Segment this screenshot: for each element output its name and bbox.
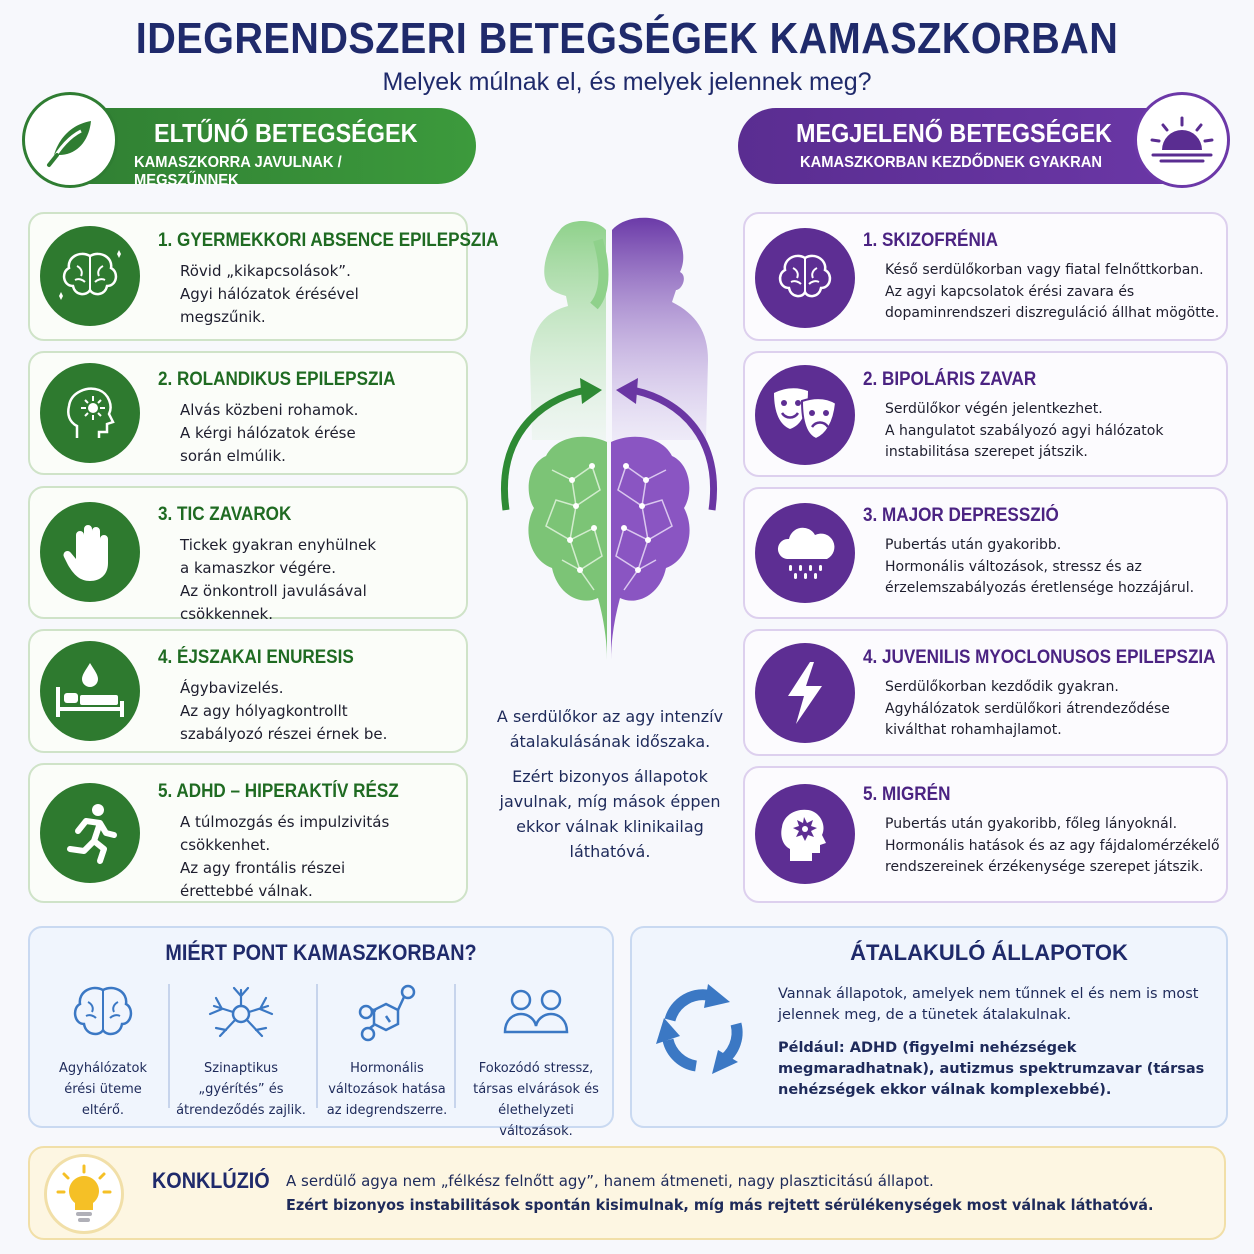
disappearing-card-2	[28, 351, 468, 475]
card-text: A túlmozgás és impulzivitás csökkenhet. Az agy frontális részei érettebbé válnak.	[180, 813, 390, 900]
people-icon	[499, 982, 573, 1046]
conclusion-text-2: Ezért bizonyos instabilitások spontán kisimulnak, míg más rejtett sérülékenységek most válnak láthatóvá.	[286, 1196, 1154, 1214]
why-text: Fokozódó stressz, társas elvárások és élethelyzeti változások.	[473, 1061, 599, 1139]
card-title: 2. ROLANDIKUS EPILEPSZIA	[158, 369, 396, 390]
card-title: 4. ÉJSZAKAI ENURESIS	[158, 647, 354, 668]
card-title: 1. GYERMEKKORI ABSENCE EPILEPSZIA	[158, 230, 499, 251]
card-title: 5. ADHD – HIPERAKTÍV RÉSZ	[158, 781, 399, 802]
transforming-text: Vannak állapotok, amelyek nem tűnnek el és nem is most jelennek meg, de a tünetek átalakulnak.	[778, 986, 1199, 1023]
why-text: Hormonális változások hatása az idegrendszerre.	[326, 1061, 448, 1118]
card-text: Pubertás után gyakoribb. Hormonális változások, stressz és az érzelemszabályozás éretlensége hozzájárul.	[885, 537, 1195, 596]
card-text: Serdülőkor végén jelentkezhet. A hangulatot szabályozó agyi hálózatok instabilitása szerepet játszik.	[885, 401, 1164, 460]
running-person-icon	[40, 783, 140, 883]
disappearing-card-1	[28, 212, 499, 341]
card-text: Serdülőkorban kezdődik gyakran. Agyhálózatok serdülőkori átrendeződése kiválthat rohamhajlamot.	[885, 679, 1170, 738]
teen-silhouettes-brain-illustration	[476, 210, 742, 672]
lightning-icon	[755, 643, 855, 743]
why-item-3	[318, 982, 456, 1121]
brain-icon	[755, 228, 855, 328]
card-title: 1. SKIZOFRÉNIA	[863, 230, 998, 251]
appearing-card-1	[743, 212, 1228, 341]
card-text: Rövid „kikapcsolások”. Agyi hálózatok érésével megszűnik.	[180, 262, 359, 326]
appearing-header-subtitle: KAMASZKORBAN KEZDŐDNEK GYAKRAN	[800, 154, 1103, 171]
card-title: 2. BIPOLÁRIS ZAVAR	[863, 369, 1037, 390]
divider	[168, 984, 170, 1108]
sunrise-icon	[1134, 92, 1230, 188]
transforming-title: ÁTALAKULÓ ÁLLAPOTOK	[850, 940, 1128, 965]
appearing-card-5	[743, 766, 1228, 903]
theater-masks-icon	[755, 365, 855, 465]
hand-icon	[40, 502, 140, 602]
center-text-2: Ezért bizonyos állapotok javulnak, míg mások éppen ekkor válnak klinikailag láthatóvá.	[499, 767, 721, 861]
brain-sparkle-icon	[40, 226, 140, 326]
why-item-2	[172, 982, 310, 1121]
card-title: 5. MIGRÉN	[863, 784, 951, 805]
bed-drop-icon	[40, 641, 140, 741]
page-title: IDEGRENDSZERI BETEGSÉGEK KAMASZKORBAN	[135, 14, 1119, 63]
rain-cloud-icon	[755, 503, 855, 603]
head-flash-icon	[40, 363, 140, 463]
appearing-header-title: MEGJELENŐ BETEGSÉGEK	[796, 118, 1112, 148]
appearing-card-3	[743, 487, 1228, 619]
card-text: Késő serdülőkorban vagy fiatal felnőttkorban. Az agyi kapcsolatok érési zavara és dopaminrendszeri diszreguláció állhat mögötte.	[885, 262, 1220, 321]
leaf-icon	[22, 92, 118, 188]
disappearing-card-4	[28, 629, 468, 753]
why-text: Szinaptikus „gyérítés” és átrendeződés zajlik.	[176, 1061, 306, 1118]
card-text: Ágybavizelés. Az agy hólyagkontrollt szabályozó részei érnek be.	[180, 679, 388, 743]
why-item-1	[34, 982, 172, 1121]
divider	[454, 984, 456, 1108]
lightbulb-icon	[44, 1154, 124, 1234]
card-title: 4. JUVENILIS MYOCLONUSOS EPILEPSZIA	[863, 647, 1216, 668]
conclusion-text-1: A serdülő agya nem „félkész felnőtt agy”, hanem átmeneti, nagy plaszticitású állapot.	[286, 1172, 934, 1190]
card-title: 3. MAJOR DEPRESSZIÓ	[863, 505, 1059, 526]
page-subtitle: Melyek múlnak el, és melyek jelennek meg?	[382, 68, 872, 96]
card-text: Alvás közbeni rohamok. A kérgi hálózatok érése során elmúlik.	[180, 401, 359, 465]
why-panel	[28, 926, 614, 1139]
disappearing-header-title: ELTŰNŐ BETEGSÉGEK	[154, 118, 418, 148]
card-text: Tickek gyakran enyhülnek a kamaszkor végére. Az önkontroll javulásával csökkennek.	[180, 536, 377, 623]
disappearing-header-subtitle: KAMASZKORRA JAVULNAK / MEGSZŰNNEK	[134, 154, 342, 189]
appearing-card-2	[743, 351, 1228, 477]
why-title: MIÉRT PONT KAMASZKORBAN?	[165, 940, 477, 965]
molecule-icon	[350, 982, 424, 1046]
card-text: Pubertás után gyakoribb, főleg lányoknál. Hormonális hatások és az agy fájdalomérzékelő rendszereinek érzékenysége szerepet játszik.	[885, 816, 1220, 875]
conclusion-label: KONKLÚZIÓ	[152, 1168, 270, 1193]
head-burst-icon	[755, 784, 855, 884]
disappearing-card-5	[28, 763, 468, 903]
cycle-arrows-icon	[650, 978, 754, 1086]
why-text: Agyhálózatok érési üteme eltérő.	[59, 1061, 147, 1118]
conclusion-panel	[28, 1146, 1226, 1240]
transforming-example: Például: ADHD (figyelmi nehézségek megmaradhatnak), autizmus spektrumzavar (társas nehézségek ekkor válnak komplexebbé).	[778, 1040, 1205, 1098]
transforming-panel	[630, 926, 1228, 1128]
disappearing-card-3	[28, 486, 468, 623]
center-text-1: A serdülőkor az agy intenzív átalakulásának időszaka.	[496, 707, 724, 751]
card-title: 3. TIC ZAVAROK	[158, 504, 292, 525]
why-item-4	[462, 982, 610, 1142]
neuron-icon	[204, 982, 278, 1046]
brain-outline-icon	[66, 982, 140, 1046]
appearing-card-4	[743, 629, 1228, 756]
